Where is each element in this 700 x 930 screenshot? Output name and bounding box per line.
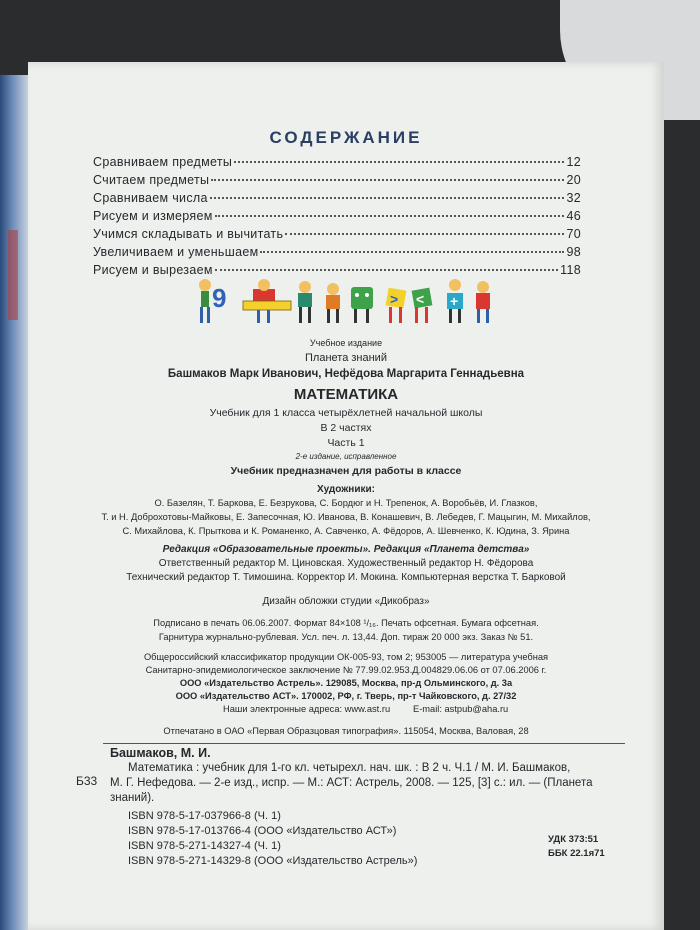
toc-item-label: Сравниваем числа — [93, 191, 208, 205]
toc-leader — [215, 269, 558, 271]
printing-house: Отпечатано в ОАО «Первая Образцовая типография». 115054, Москва, Валовая, 28 — [163, 726, 529, 736]
part-number: Часть 1 — [327, 437, 365, 449]
toc-item-label: Сравниваем предметы — [93, 155, 233, 169]
classifier: Общероссийский классификатор продукции ОК-005-93, том 2; 953005 — литература учебная — [143, 652, 549, 662]
svg-text:>: > — [390, 291, 399, 307]
toc-leader — [285, 233, 564, 235]
book-page — [28, 62, 664, 930]
toc-item-label: Рисуем и вырезаем — [93, 263, 213, 277]
toc-item-page: 32 — [566, 191, 581, 205]
toc-item-label: Учимся складывать и вычитать — [93, 227, 284, 241]
bbk-code: ББК 22.1я71 — [548, 848, 605, 859]
toc-leader — [210, 197, 565, 199]
cover-design: Дизайн обложки студии «Дикобраз» — [262, 596, 430, 607]
print-details: Гарнитура журнально-рублевая. Усл. печ. л. 13,44. Доп. тираж 20 000 экз. Заказ № 51. — [158, 632, 534, 642]
publisher-address: ООО «Издательство Астрель». 129085, Москва, пр-д Ольминского, д. 3а — [179, 678, 513, 688]
toc-item-page: 70 — [566, 227, 581, 241]
svg-text:9: 9 — [212, 283, 227, 313]
publisher-address: ООО «Издательство АСТ». 170002, РФ, г. Тверь, пр-т Чайковского, д. 27/32 — [175, 691, 517, 701]
catalog-code: Б33 — [76, 774, 98, 788]
character-digit-one — [199, 279, 226, 323]
toc-item-page: 98 — [566, 245, 581, 259]
toc-item — [93, 155, 581, 173]
character-plus — [447, 279, 490, 323]
series-name: Планета знаний — [305, 352, 387, 364]
toc-item-page: 12 — [566, 155, 581, 169]
catalog-author: Башмаков, М. И. — [110, 746, 211, 760]
toc-item-label: Увеличиваем и уменьшаем — [93, 245, 259, 259]
toc-leader — [260, 251, 564, 253]
toc-item-page: 118 — [560, 263, 581, 277]
toc-item — [93, 227, 581, 245]
toc-item-label: Рисуем и измеряем — [93, 209, 213, 223]
isbn: ISBN 978-5-271-14329-8 (ООО «Издательство Астрель») — [128, 855, 418, 867]
toc-leader — [234, 161, 564, 163]
toc-item — [93, 191, 581, 209]
toc-item — [93, 245, 581, 263]
catalog-description: М. Г. Нефедова. — 2-е изд., испр. — М.: АСТ: Астрель, 2008. — 125, [3] с.: ил. — (Планета — [110, 777, 593, 789]
isbn: ISBN 978-5-17-013766-4 (ООО «Издательство АСТ») — [128, 825, 397, 837]
edition-type: Учебное издание — [309, 338, 383, 348]
editorial-office: Редакция «Образовательные проекты». Редакция «Планета детства» — [162, 544, 530, 555]
toc-title: СОДЕРЖАНИЕ — [269, 128, 423, 147]
divider-line — [103, 743, 625, 744]
email-address: E-mail: astpub@aha.ru — [413, 704, 509, 714]
toc-item-label: Считаем предметы — [93, 173, 210, 187]
character-square — [298, 281, 340, 323]
cover-red-mark — [8, 230, 18, 320]
artists-line: С. Михайлова, К. Прыткова и К. Романенко, А. Савченко, А. Фёдоров, А. Шевченко, К. Юдина, З. Ярина — [122, 526, 570, 536]
catalog-description: Математика : учебник для 1-го кл. четырехл. нач. шк. : В 2 ч. Ч.1 / М. И. Башмаков, — [128, 762, 571, 774]
edition-note: 2-е издание, исправленное — [295, 452, 397, 461]
svg-text:+: + — [450, 293, 459, 309]
book-subtitle: Учебник для 1 класса четырёхлетней начальной школы — [209, 407, 483, 419]
svg-text:<: < — [416, 291, 425, 307]
artists-line: Т. и Н. Доброхотовы-Майковы, Е. Запесочная, Ю. Иванова, В. Конашевич, В. Лебедев, Г. Мацыгин, М. Михайлов, — [101, 512, 591, 522]
catalog-description: знаний). — [110, 792, 155, 804]
isbn: ISBN 978-5-271-14327-4 (Ч. 1) — [128, 840, 281, 852]
classifier: Санитарно-эпидемиологическое заключение № 77.99.02.953.Д.004829.06.06 от 07.06.2006 г. — [145, 665, 547, 675]
purpose-note: Учебник предназначен для работы в классе — [230, 465, 462, 477]
book-title: МАТЕМАТИКА — [293, 386, 399, 403]
artists-line: О. Базелян, Т. Баркова, Е. Безрукова, С. Бордюг и Н. Трепенок, А. Воробьёв, И. Глазков, — [154, 498, 538, 508]
character-box — [351, 287, 373, 323]
toc-item-page: 46 — [566, 209, 581, 223]
editors-line: Ответственный редактор М. Циновская. Художественный редактор Н. Фёдорова — [158, 558, 534, 569]
book-cover-edge — [0, 75, 30, 930]
toc-item — [93, 209, 581, 227]
toc-leader — [211, 179, 564, 181]
toc-item — [93, 173, 581, 191]
character-comparison-signs — [386, 288, 433, 323]
authors: Башмаков Марк Иванович, Нефёдова Маргарита Геннадьевна — [167, 368, 525, 380]
editors-line: Технический редактор Т. Тимошина. Корректор И. Мокина. Компьютерная верстка Т. Барковой — [126, 572, 566, 583]
toc-leader — [215, 215, 565, 217]
parts-count: В 2 частях — [320, 422, 372, 434]
toc-item-page: 20 — [566, 173, 581, 187]
print-details: Подписано в печать 06.06.2007. Формат 84×108 ¹/₁₆. Печать офсетная. Бумага офсетная. — [153, 618, 539, 628]
udk-code: УДК 373:51 — [548, 834, 599, 845]
isbn: ISBN 978-5-17-037966-8 (Ч. 1) — [128, 810, 281, 822]
web-address: Наши электронные адреса: www.ast.ru — [223, 704, 391, 714]
cartoon-characters-illustration — [193, 277, 503, 329]
character-ruler — [243, 279, 291, 323]
artists-heading: Художники: — [317, 484, 375, 495]
